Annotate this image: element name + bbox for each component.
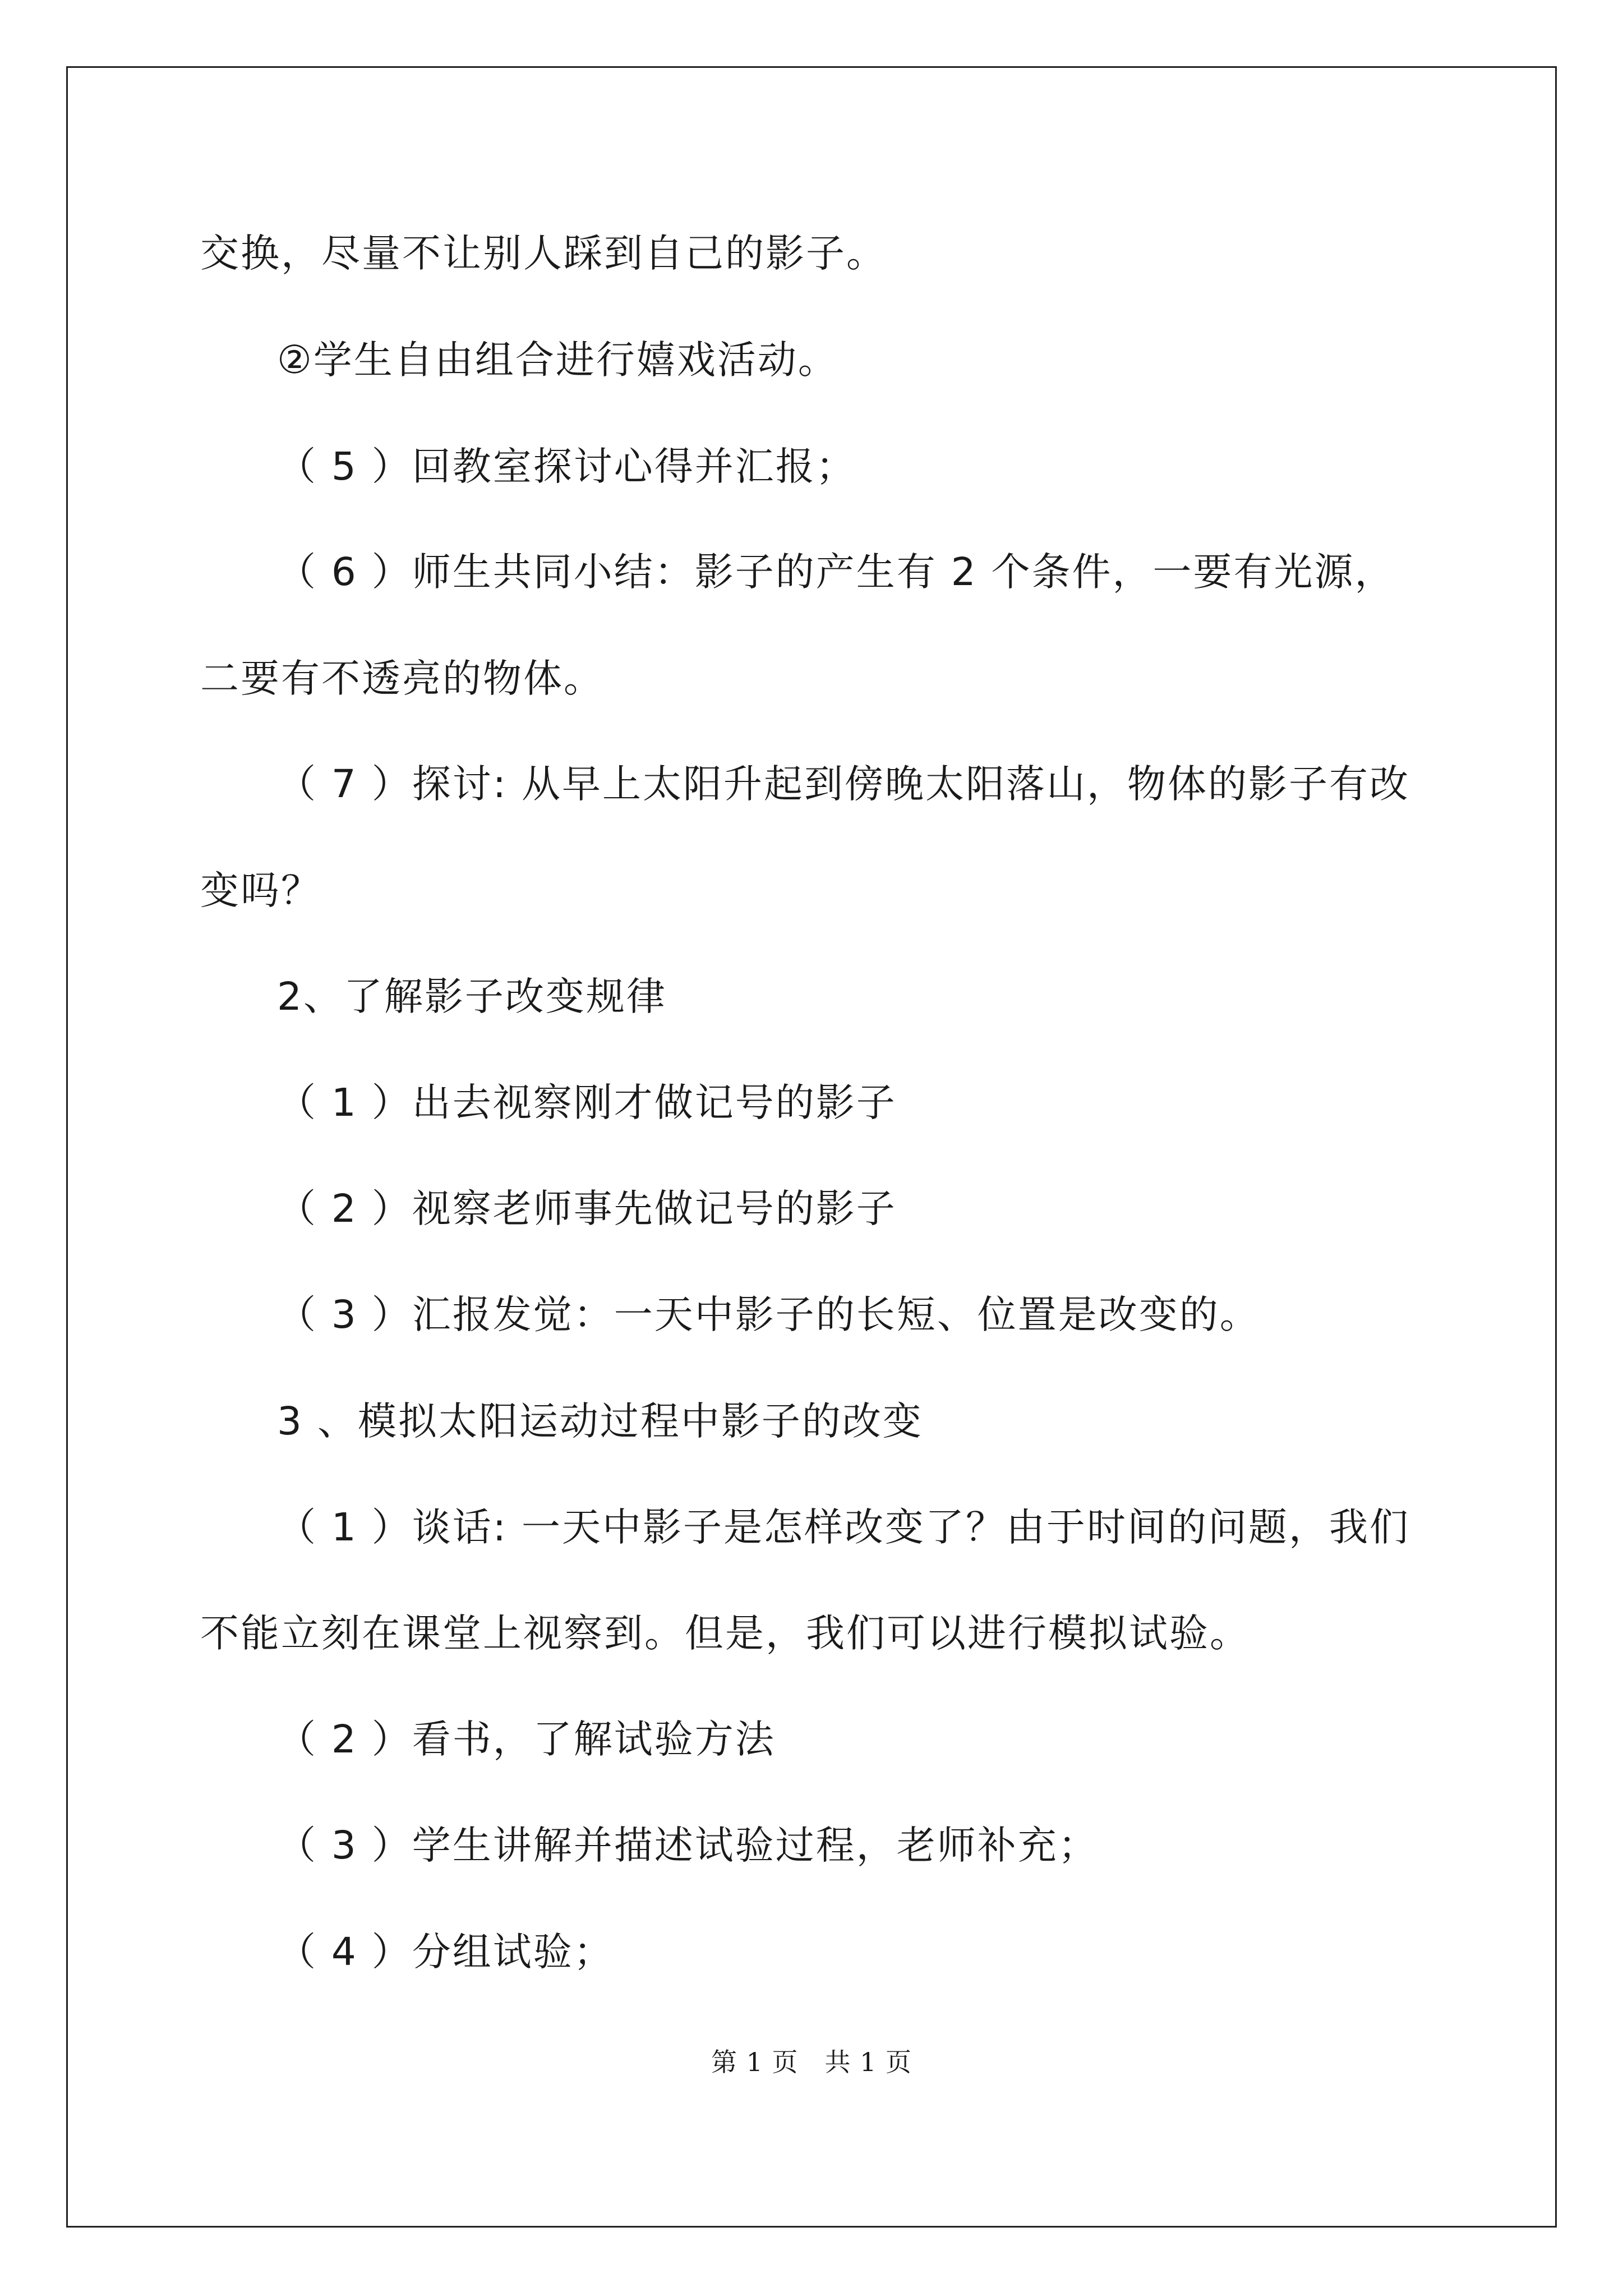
paragraph-line: （ 3 ）汇报发觉：一天中影子的长短、位置是改变的。: [277, 1292, 1260, 1337]
paragraph-line: ②学生自由组合进行嬉戏活动。: [277, 338, 838, 383]
paragraph-line: （ 2 ）视察老师事先做记号的影子: [277, 1186, 897, 1231]
paragraph-line: 3 、模拟太阳运动过程中影子的改变: [277, 1399, 923, 1444]
paragraph-line: （ 1 ）出去视察刚才做记号的影子: [277, 1080, 897, 1125]
page-border: [66, 66, 1557, 2228]
paragraph-line: （ 3 ）学生讲解并描述试验过程，老师补充；: [277, 1823, 1099, 1868]
paragraph-line: 不能立刻在课堂上视察到。但是，我们可以进行模拟试验。: [200, 1611, 1250, 1656]
paragraph-line: 2、了解影子改变规律: [277, 974, 667, 1019]
paragraph-line: （ 4 ）分组试验；: [277, 1930, 614, 1975]
page-number-footer: 第 1 页 共 1 页: [711, 2047, 912, 2077]
paragraph-line: 二要有不透亮的物体。: [200, 656, 604, 701]
paragraph-line: （ 7 ）探讨: 从早上太阳升起到傍晚太阳落山，物体的影子有改: [277, 762, 1410, 807]
paragraph-line: （ 1 ）谈话: 一天中影子是怎样改变了？由于时间的问题，我们: [277, 1505, 1410, 1550]
paragraph-line: （ 5 ）回教室探讨心得并汇报；: [277, 444, 856, 489]
paragraph-line: （ 6 ）师生共同小结：影子的产生有 2 个条件，一要有光源，: [277, 550, 1395, 595]
paragraph-line: 变吗？: [200, 868, 321, 913]
paragraph-line: 交换，尽量不让别人踩到自己的影子。: [200, 231, 887, 276]
paragraph-line: （ 2 ）看书，了解试验方法: [277, 1717, 776, 1762]
